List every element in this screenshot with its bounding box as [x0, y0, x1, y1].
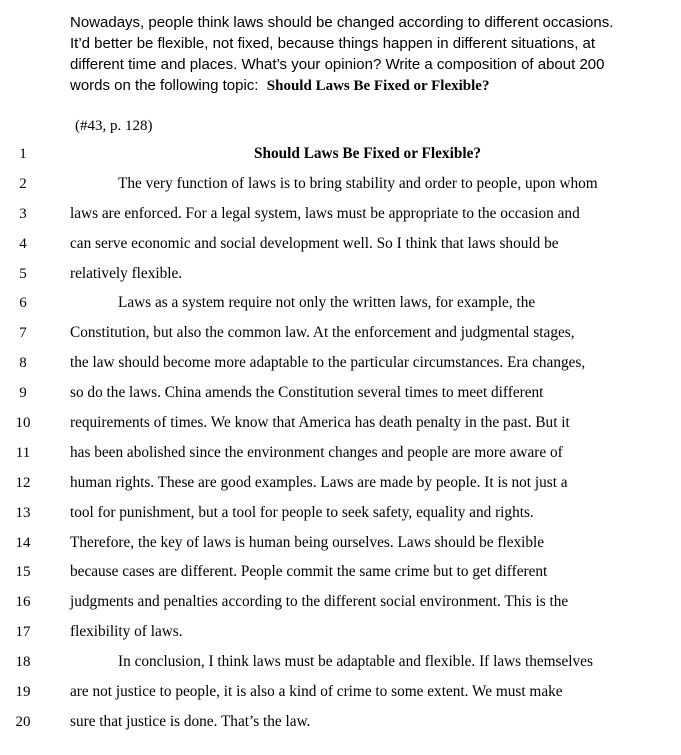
line-number: 19 [15, 684, 31, 701]
essay-line [0, 621, 681, 651]
line-text: laws are enforced. For a legal system, laws must be appropriate to the occasion and [70, 204, 580, 222]
line-number: 9 [19, 385, 27, 402]
essay-line [0, 203, 681, 233]
line-text: The very function of laws is to bring stability and order to people, upon whom [118, 174, 598, 192]
line-number: 6 [19, 295, 27, 312]
line-number: 4 [19, 235, 27, 252]
essay-title-line [0, 143, 681, 173]
essay-line [0, 382, 681, 412]
essay-line [0, 472, 681, 502]
line-text: tool for punishment, but a tool for people to seek safety, equality and rights. [70, 503, 534, 521]
essay-line [0, 322, 681, 352]
writing-prompt [70, 12, 670, 97]
essay-line [0, 711, 681, 741]
essay-line [0, 591, 681, 621]
line-text: the law should become more adaptable to the particular circumstances. Era changes, [70, 354, 586, 372]
essay-line [0, 561, 681, 591]
line-text: Therefore, the key of laws is human being ourselves. Laws should be flexible [70, 533, 545, 551]
line-number: 7 [19, 325, 27, 342]
prompt-topic: Should Laws Be Fixed or Flexible? [266, 78, 490, 94]
line-number: 13 [15, 504, 31, 521]
line-text: can serve economic and social development well. So I think that laws should be [70, 234, 559, 252]
line-number: 20 [15, 713, 31, 730]
line-text: Laws as a system require not only the written laws, for example, the [118, 294, 536, 312]
line-number: 3 [19, 205, 27, 222]
essay-line [0, 412, 681, 442]
line-number: 10 [15, 415, 31, 432]
essay-line [0, 532, 681, 562]
line-text: has been abolished since the environment changes and people are more aware of [70, 443, 563, 461]
line-text: requirements of times. We know that America has death penalty in the past. But it [70, 414, 570, 432]
line-text: sure that justice is done. That’s the law. [70, 712, 311, 730]
line-text: In conclusion, I think laws must be adaptable and flexible. If laws themselves [118, 653, 593, 671]
line-number: 8 [19, 355, 27, 372]
line-text: flexibility of laws. [70, 623, 183, 641]
line-text: so do the laws. China amends the Constitution several times to meet different [70, 384, 544, 402]
citation: (#43, p. 128) [75, 118, 153, 134]
line-text: judgments and penalties according to the different social environment. This is the [70, 593, 569, 611]
essay-line [0, 263, 681, 293]
essay-line [0, 173, 681, 203]
essay-line [0, 442, 681, 472]
line-number: 16 [15, 594, 31, 611]
line-text: relatively flexible. [70, 264, 183, 282]
prompt-lead-text: words on the following topic: [70, 77, 267, 94]
line-number: 1 [19, 146, 27, 162]
line-number: 18 [15, 654, 31, 671]
essay-line [0, 502, 681, 532]
prompt-line: It’d better be flexible, not fixed, because things happen in different situations, at [70, 35, 596, 52]
line-number: 15 [15, 564, 31, 581]
line-text: are not justice to people, it is also a kind of crime to some extent. We must make [70, 683, 563, 701]
line-number: 17 [15, 624, 31, 641]
prompt-line: different time and places. What’s your opinion? Write a composition of about 200 [70, 56, 605, 73]
essay-title: Should Laws Be Fixed or Flexible? [253, 145, 482, 162]
line-number: 5 [19, 265, 27, 282]
essay-line [0, 352, 681, 382]
essay-line [0, 292, 681, 322]
line-number: 14 [15, 534, 31, 551]
line-text: human rights. These are good examples. Laws are made by people. It is not just a [70, 473, 568, 491]
line-text: because cases are different. People commit the same crime but to get different [70, 563, 548, 581]
line-number: 11 [15, 444, 31, 461]
line-text: Constitution, but also the common law. At the enforcement and judgmental stages, [70, 324, 575, 342]
prompt-line [70, 75, 670, 97]
line-number: 12 [15, 474, 31, 491]
essay-line [0, 681, 681, 711]
essay-line [0, 233, 681, 263]
essay-line [0, 651, 681, 681]
line-number: 2 [19, 175, 27, 192]
essay [0, 143, 681, 741]
prompt-line: Nowadays, people think laws should be changed according to different occasions. [70, 14, 614, 31]
